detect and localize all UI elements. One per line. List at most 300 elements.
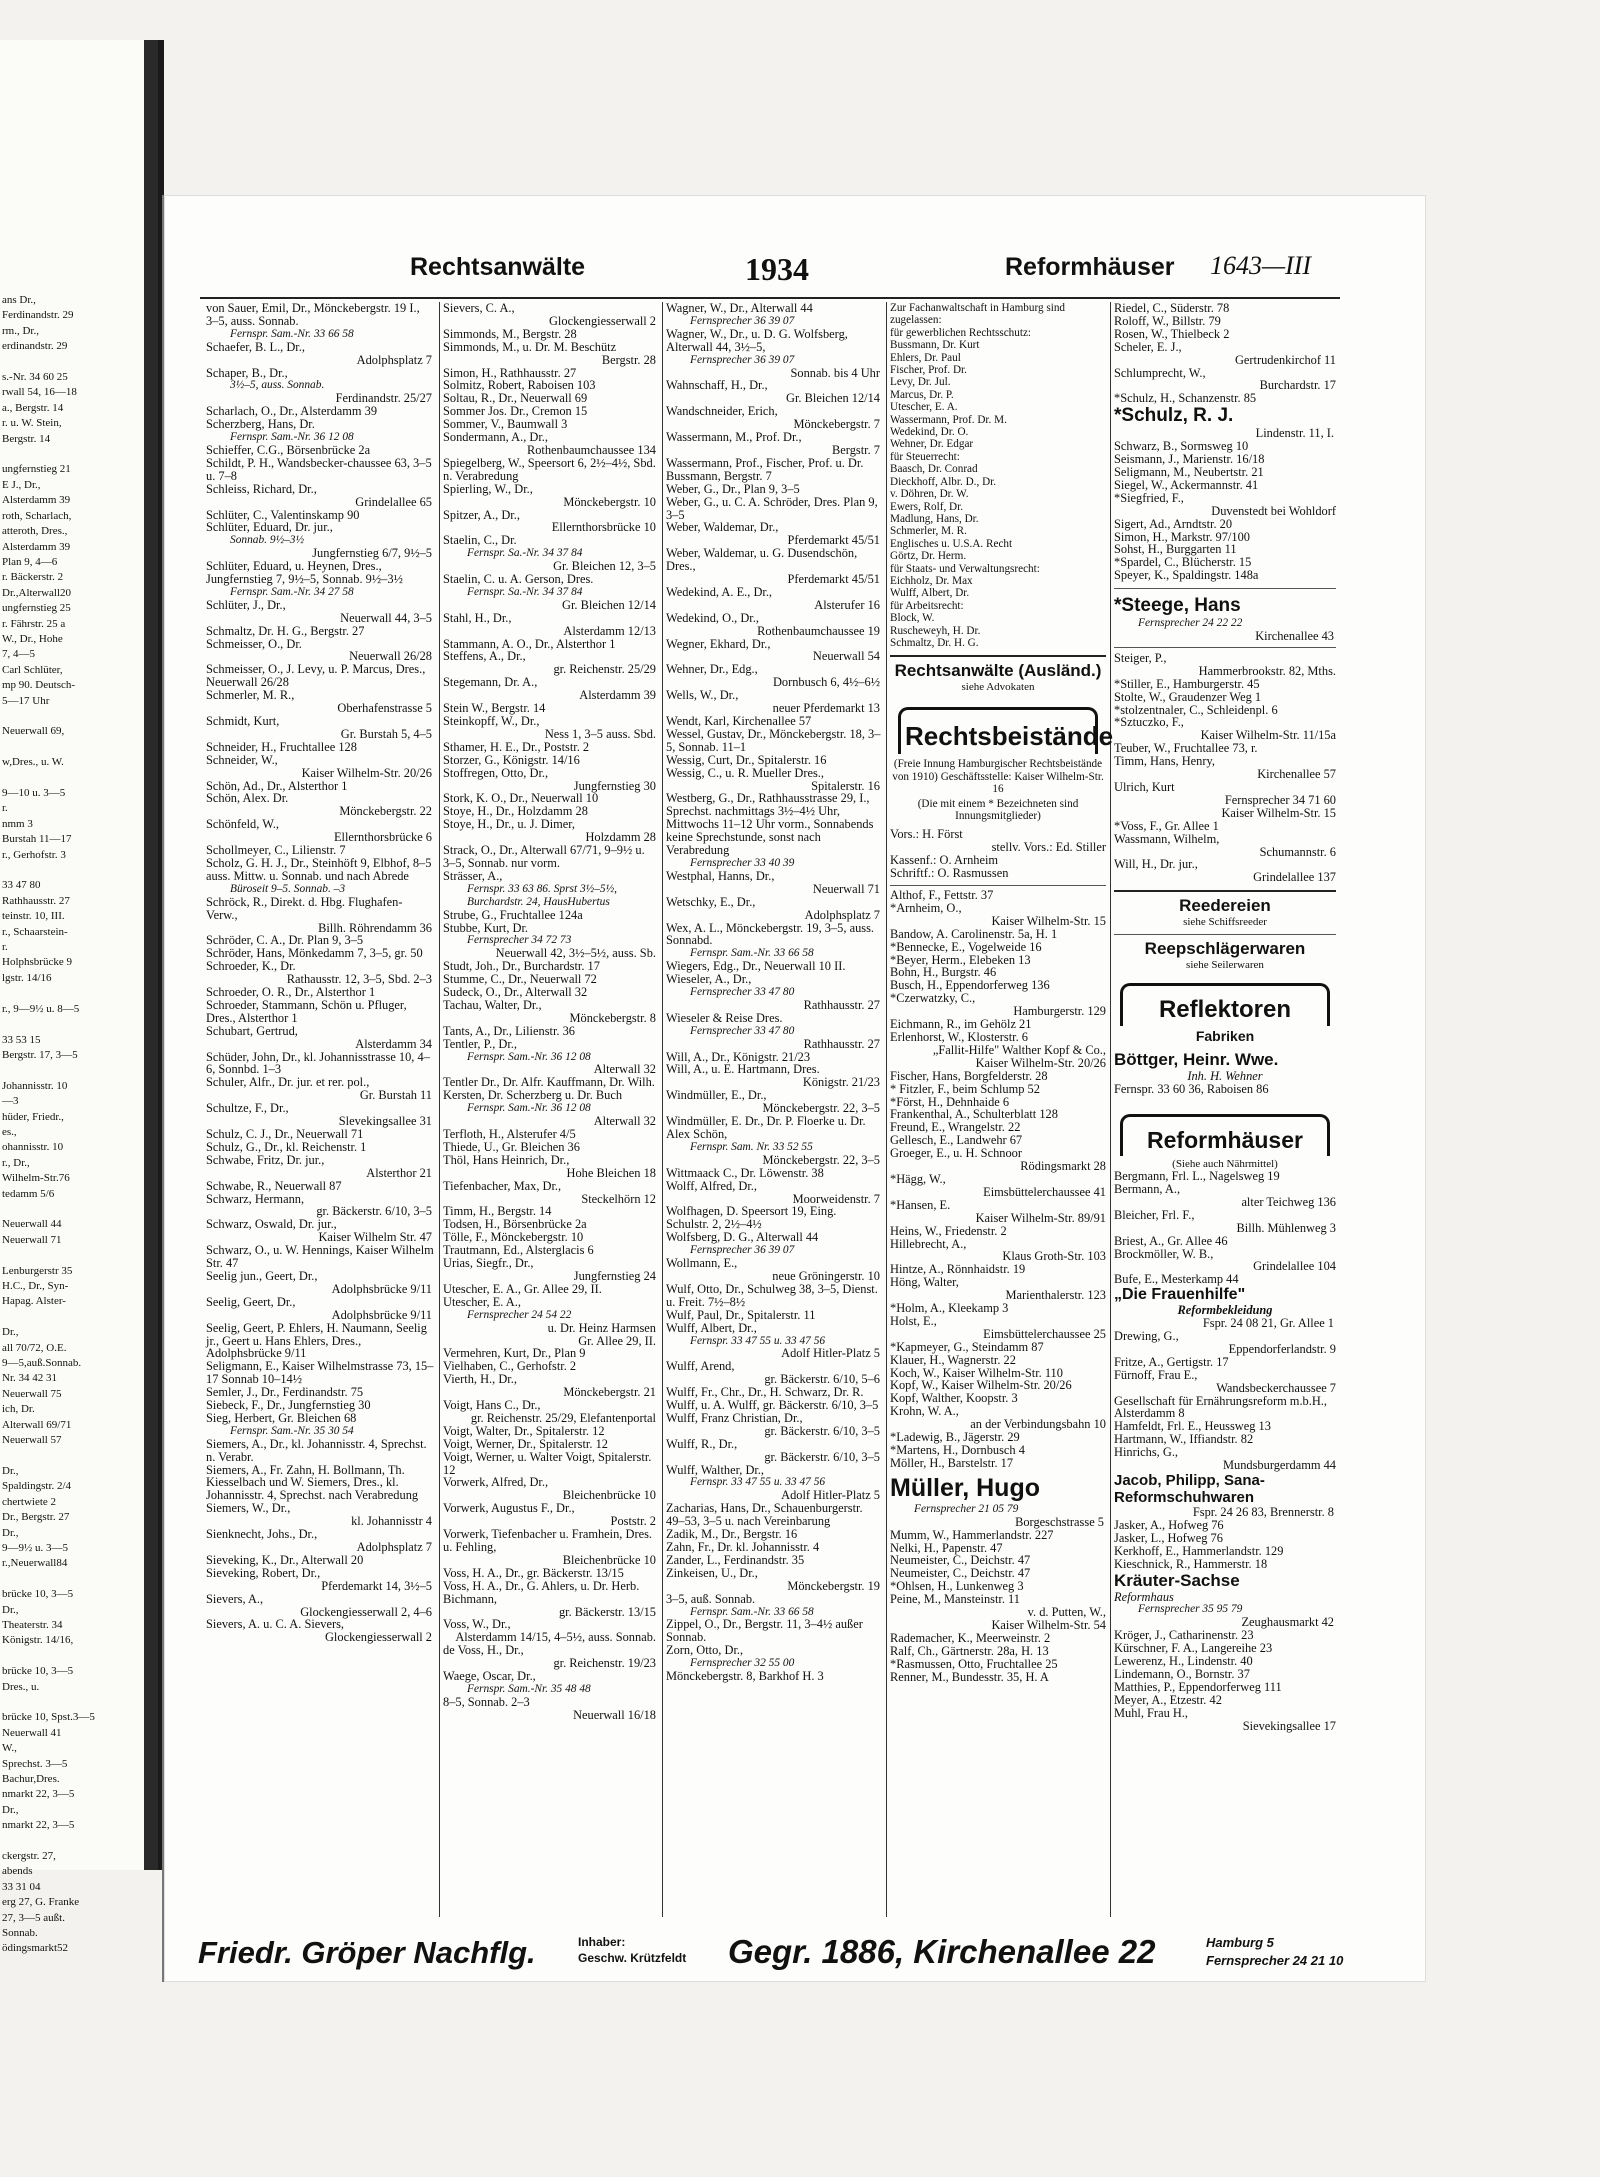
listing-name: Tants, A., Dr., Lilienstr. 36 [443,1023,575,1038]
listing-line: Ralf, Ch., Gärtnerstr. 28a, H. 13 [890,1643,1049,1658]
listing-address: Slevekingsallee 31 [338,1114,432,1129]
listing-name: Seligmann, E., Kaiser Wilhelmstrasse 73, 15–17 Sonnab 10–14½ [206,1359,434,1387]
listing-name: Sievers, A. u. C. A. Sievers, [206,1617,345,1632]
listing-line: *Stiller, E., Hamburgerstr. 45 [1114,676,1260,691]
listing-name: Schröck, R., Direkt. d. Hbg. Flughafen-Verw., [206,894,403,922]
listing-line: * Fitzler, F., beim Schlump 52 [890,1081,1040,1096]
listing-name: Scholz, G. H. J., Dr., Steinhöft 9, Elbhof, 8–5 auss. Mittw. u. Sonnab. und nach Abrede [206,855,432,883]
edge-text-line: brücke 10, Spst.3—5 [2,1711,95,1724]
listing-name: Wulf, Otto, Dr., Schulweg 38, 3–5, Dienst. u. Freit. 7½–8½ [666,1281,878,1309]
listing-name: Schwabe, Fritz, Dr. jur., [206,1152,325,1167]
edge-text-line: Holphsbrücke 9 [2,956,72,969]
footer-firm: Friedr. Gröper Nachflg. [198,1935,536,1970]
edge-text-line: 33 31 04 [2,1880,41,1893]
section-ref-ausland: siehe Advokaten [961,681,1035,694]
listing-entry [890,600,1106,612]
listing-name: Stein W., Bergstr. 14 [443,701,546,716]
listing-entry [666,1205,882,1231]
listing-phone: Fernsprecher 36 39 07 [690,314,795,327]
listing-address: Adolphsbrücke 9/11 [331,1307,432,1322]
listing-schulz-address: Lindenstr. 11, I. [1255,426,1334,441]
listing-name: Wagner, W., Dr., Alterwall 44 [666,301,813,315]
listing-address: gr. Bäckerstr. 6/10, 3–5 [764,1423,880,1438]
listing-line: Riedel, C., Süderstr. 78 [1114,301,1230,315]
listing-entry [206,1193,434,1219]
listing-phone: Fernspr. Sa.-Nr. 34 37 84 [467,547,583,560]
listing-address: Holzdamm 28 [585,830,656,845]
listing-name: Schroeder, K., Dr. [206,959,296,974]
listing-name: Wulff, Albert, Dr. [890,587,970,600]
listing-entry [443,302,658,328]
listing-name: Schmerler, M. R., [206,688,295,703]
listing-line: *Holm, A., Kleekamp 3 [890,1301,1009,1316]
listing-mueller-phone: Fernsprecher 21 05 79 [914,1502,1019,1515]
column-divider [886,302,887,1917]
listing-line: Roloff, W., Billstr. 79 [1114,313,1221,328]
listing-name: Vielhaben, C., Gerhofstr. 2 [443,1359,577,1374]
listing-entry [206,715,434,741]
listing-address: Gr. Burstah 5, 4–5 [340,726,432,741]
listing-name: Vorwerk, Alfred, Dr., [443,1475,549,1490]
edge-text-line [0,771,158,786]
listing-line: Mumm, W., Hammerlandstr. 227 [890,1527,1054,1542]
listing-line: Bohn, H., Burgstr. 46 [890,965,997,980]
listing-name: Schneider, H., Fruchtallee 128 [206,739,357,754]
listing-entry [206,1464,434,1503]
listing-entry [890,550,1106,562]
listing-name: Schwarz, Hermann, [206,1191,305,1206]
listing-line: Stolte, W., Graudenzer Weg 1 [1114,689,1262,704]
listing-line: *Hansen, E. [890,1197,951,1212]
edge-text-line: r. Fährstr. 25 a [2,617,66,630]
listing-name: Schröder, Hans, Mönkedamm 7, 3–5, gr. 50 [206,946,423,961]
listing-name: Schubart, Gertrud, [206,1023,298,1038]
listing-entry [443,1476,658,1502]
listing-name: Stoye, H., Dr., u. J. Dimer, [443,817,576,832]
listing-entry [666,1063,882,1089]
listing-name: Wedekind, A. E., Dr., [666,584,773,599]
listing-line: Kopf, Walther, Koopstr. 3 [890,1391,1018,1406]
section-title-reformhaeuser: Reformhäuser [1147,1127,1303,1154]
listing-entry [443,509,658,535]
listing-entry [890,525,1106,537]
listing-boettger-name: Böttger, Heinr. Wwe. [1114,1050,1279,1070]
listing-line: Jasker, A., Hofweg 76 [1114,1517,1224,1532]
listing-entry [206,1567,434,1593]
listing-address: Adolf Hitler-Platz 5 [781,1488,880,1503]
listing-name: Stork, K. O., Dr., Neuerwall 10 [443,791,599,806]
listing-entry [206,457,434,483]
listing-name: Wells, W., Dr., [666,688,739,703]
listing-line: Klauer, H., Wagnerstr. 22 [890,1352,1016,1367]
listing-name: Semler, J., Dr., Ferdinandstr. 75 [206,1385,364,1400]
listing-name: Wulff, Franz Christian, Dr., [666,1410,803,1425]
listing-name: Stoye, H., Dr., Holzdamm 28 [443,804,588,819]
listing-address: Adolphsbrücke 9/11 [331,1281,432,1296]
listing-name: Stubbe, Kurt, Dr. [443,920,529,935]
listing-name: Waege, Oscar, Dr., [443,1669,536,1684]
edge-text-line: —3 [2,1095,19,1108]
listing-entry [443,715,658,741]
listing-name: Wehner, Dr., Edg., [666,662,758,677]
listing-name: Schollmeyer, C., Lilienstr. 7 [206,843,346,858]
listing-line: an der Verbindungsbahn 10 [970,1417,1106,1432]
listing-name: Wegner, Ekhard, Dr., [666,636,771,651]
listing-name: Terfloth, H., Alsterufer 4/5 [443,1127,576,1141]
beistaende-info: (Freie Innung Hamburgischer Rechtsbeistände von 1910) Geschäftsstelle: Kaiser Wilhelm-Str. 16 [892,758,1104,796]
listing-line: Wassmann, Wilhelm, [1114,831,1220,846]
listing-entry [890,451,1106,463]
listing-entry [443,1399,658,1425]
listing-name: Schildt, P. H., Wandsbecker-chaussee 63, 3–5 u. 7–8 [206,455,432,483]
edge-text-line: r. u. W. Stein, [2,417,62,430]
listing-steege-phone: Fernsprecher 24 22 22 [1138,617,1243,630]
listing-phone: Fernspr. 33 63 86. Sprst 3½–5½, Burchardstr. 24, HausHubertus [467,882,617,908]
listing-phone: Fernsprecher 34 72 73 [467,934,572,947]
listing-name: Siemers, W., Dr., [206,1501,291,1516]
listing-line: Kaiser Wilhelm-Str. 15 [1221,805,1336,820]
edge-text-line: r. [2,941,8,954]
listing-entry [666,612,882,638]
listing-name: Utescher, E. A., [443,1294,521,1309]
listing-line: *Först, H., Dehnhaide 6 [890,1094,1010,1109]
listing-line: Rosen, W., Thielbeck 2 [1114,326,1230,341]
listing-line: *Hägg, W., [890,1171,946,1186]
listing-phone: Fernspr. Sa.-Nr. 34 37 84 [467,585,583,598]
listing-line: Neumeister, C., Deichstr. 47 [890,1566,1031,1581]
listing-address: kl. Johannisstr 4 [351,1514,432,1529]
listing-entry [890,302,1106,327]
edge-text-line: Wilhelm-Str.76 [2,1172,70,1185]
listing-line: Vors.: H. Först [890,827,963,842]
section-rule [1114,890,1336,892]
edge-text-line: 9—5,auß.Sonnab. [2,1357,82,1370]
listing-phone: Fernsprecher 36 39 07 [690,1244,795,1257]
ad-frame-reflektoren [1120,983,1330,1026]
listing-name: Windmüller, E., Dr., [666,1088,767,1103]
beistaende-note: (Die mit einem * Bezeichneten sind Innungsmitglieder) [917,797,1079,822]
edge-text-line: roth, Scharlach, [2,509,72,522]
listing-name: Wulff, Arend, [666,1359,735,1374]
listing-entry [443,341,658,367]
listing-name: Tentler Dr., Dr. Alfr. Kauffmann, Dr. Wilh. Kersten, Dr. Scherzberg u. Dr. Buch [443,1075,655,1103]
listing-name: Soltau, R., Dr., Neuerwall 69 [443,391,588,406]
listing-line: Freund, E., Wrangelstr. 22 [890,1120,1021,1135]
listing-name: Eichholz, Dr. Max [890,574,973,587]
listing-entry [666,1464,882,1490]
listing-address: Ness 1, 3–5 auss. Sbd. [544,726,656,741]
listing-entry [666,922,882,961]
listing-name: Strässer, A., [443,868,503,883]
listing-name: Schmeisser, O., Dr. [206,636,302,651]
listing-name: Siemers, A., Fr. Zahn, H. Bollmann, Th. Kiesselbach und W. Siemers, Dres., kl. Johannisstr. 4, Sprechst. nach Verabredung [206,1462,419,1503]
edge-text-line [0,1310,158,1325]
listing-name: Wahnschaff, H., Dr., [666,378,768,393]
listing-line: *Rasmussen, Otto, Fruchtallee 25 [890,1656,1058,1671]
edge-text-line: brücke 10, 3—5 [2,1665,74,1678]
edge-text-line: r., Schaarstein- [2,925,68,938]
listing-name: Zinkeisen, U., Dr., [666,1565,758,1580]
listing-line: Kaiser Wilhelm-Str. 11/15a [1200,728,1336,743]
listing-name: Schröder, C. A., Dr. Plan 9, 3–5 [206,933,364,948]
listing-entry [666,431,882,457]
listing-address: Pferdemarkt 14, 3½–5 [321,1578,432,1593]
listing-line: Kerkhoff, E., Hammerlandstr. 129 [1114,1543,1284,1558]
listing-line: Lewerenz, H., Lindenstr. 40 [1114,1654,1253,1669]
listing-entry [443,676,658,702]
listing-entry [890,339,1106,351]
listing-name: Schuler, Alfr., Dr. jur. et rer. pol., [206,1075,370,1090]
edge-text-line: w,Dres., u. W. [2,756,64,769]
listing-line: *Spardel, C., Blücherstr. 15 [1114,555,1252,570]
footer-owner-label: Inhaber: [578,1935,626,1949]
listing-name: Wagner, W., Dr., u. D. G. Wolfsberg, Alterwall 44, 3½–5, [666,326,848,354]
listing-line: Heins, W., Friedenstr. 2 [890,1223,1007,1238]
edge-text-line: nmm 3 [2,817,33,830]
listing-name: Westberg, G., Dr., Rathhausstrasse 29, I., Sprechst. nachmittags 3½–4½ Uhr, Mittwochs 11–12 Uhr vorm., Sonnabends keine Sprechstunde, sonst nach Verabredung [666,791,874,858]
column-5 [1114,302,1336,1917]
listing-entry [443,1373,658,1399]
listing-name: Schmerler, M. R. [890,525,967,538]
listing-name: 8–5, Sonnab. 2–3 [443,1694,530,1709]
listing-name: Zorn, Otto, Dr., [666,1643,744,1658]
listing-line: Althof, F., Fettstr. 37 [890,888,994,903]
listing-name: Schmaltz, Dr. H. G., Bergstr. 27 [206,623,365,638]
listing-line: *Schulz, H., Schanzenstr. 85 [1114,391,1257,406]
listing-line: *Ladewig, B., Jägerstr. 29 [890,1430,1020,1445]
edge-text-line: Neuerwall 44 [2,1218,62,1231]
listing-entry [666,792,882,869]
reformhaus-list-4 [1114,1629,1336,1732]
edge-text-line: chertwiete 2 [2,1495,57,1508]
listing-name: Thiede, U., Gr. Bleichen 36 [443,1139,580,1154]
listing-name: Will, A., Dr., Königstr. 21/23 [666,1049,811,1064]
listing-entry [443,1644,658,1670]
listing-entry [443,999,658,1025]
listing-entry [443,844,658,870]
listing-line: v. d. Putten, W., [1027,1605,1106,1620]
listing-address: gr. Bäckerstr. 6/10, 3–5 [764,1449,880,1464]
listing-entry [666,1089,882,1115]
edge-text-line: H.C., Dr., Syn- [2,1280,69,1292]
edge-text-line: Alterwall 69/71 [2,1418,72,1431]
listing-name: Siemers, A., Dr., kl. Johannisstr. 4, Sprechst. n. Verabr. [206,1436,427,1464]
listing-name: Sienknecht, Johs., Dr., [206,1527,318,1542]
listing-line: Kaiser Wilhelm-Str. 54 [991,1617,1106,1632]
listing-entry [206,792,434,818]
listing-entry [666,1322,882,1348]
listing-address: Mönckebergstr. 8 [569,1010,656,1025]
listing-address: Rathhausstr. 27 [803,1036,880,1051]
listing-entry [890,538,1106,550]
listing-name: Trautmann, Ed., Alsterglacis 6 [443,1243,594,1258]
listing-address: gr. Bäckerstr. 13/15 [558,1604,656,1619]
listing-line: Sigert, Ad., Arndtstr. 20 [1114,516,1233,531]
column-divider [439,302,440,1917]
listing-name: Wedekind, Dr. O. [890,426,969,439]
listing-line: Holst, E., [890,1313,937,1328]
listing-address: Jungfernstieg 30 [573,778,656,793]
listing-address: Neuerwall 71 [812,881,880,896]
edge-text-line: W., Dr., Hohe [2,632,63,645]
listing-steege-name: *Steege, Hans [1114,595,1241,617]
beistaende-list-4 [1114,440,1336,582]
listing-name: Simmonds, M., u. Dr. M. Beschütz [443,339,617,354]
edge-text-line: ans Dr., [2,294,36,306]
listing-phone: Büroseit 9–5. Sonnab. –3 [230,882,346,895]
edge-text-line: abends [2,1865,33,1878]
listing-entry [206,1360,434,1386]
listing-entry [206,1270,434,1296]
listing-entry [890,563,1106,575]
listing-entry [206,754,434,780]
edge-text-line: 9—9½ u. 3—5 [2,1541,68,1554]
listing-address: Neuerwall 44, 3–5 [340,610,432,625]
edge-text-line: r., Dr., [2,1156,30,1169]
listing-address: Alterwall 32 [593,1114,656,1129]
listing-line: Fischer, Hans, Borgfelderstr. 28 [890,1068,1048,1083]
edge-text-line: 33 47 80 [2,879,41,892]
listing-address: neuer Pferdemarkt 13 [772,701,880,716]
listing-entry [206,1218,434,1244]
listing-name: Weber, G., Dr., Plan 9, 3–5 [666,481,800,496]
section-ref-reepschlaeger: siehe Seilerwaren [1186,959,1264,972]
listing-entry [890,401,1106,413]
header-year: 1934 [745,251,809,287]
listing-name: Wulff, Fr., Chr., Dr., H. Schwarz, Dr. R. Wulff, u. A. Wulff, gr. Bäckerstr. 6/10, 3–5 [666,1385,879,1413]
listing-name: Vorwerk, Tiefenbacher u. Framhein, Dres. u. Fehling, [443,1527,652,1554]
listing-entry [206,896,434,935]
listing-line: Gellesch, E., Landwehr 67 [890,1133,1023,1148]
listing-address: Poststr. 2 [610,1514,656,1529]
book-gutter [144,40,158,1870]
edge-text-line: Sonnab. [2,1927,38,1940]
listing-name: Schlüter, C., Valentinskamp 90 [206,507,360,522]
listing-phone: Fernspr. 33 47 55 u. 33 47 56 [690,1476,826,1489]
listing-entry [666,728,882,754]
listing-address: Rothenbaumchaussee 134 [526,442,656,457]
listing-entry [206,341,434,367]
edge-text-line: r.,Neuerwall84 [2,1557,68,1570]
listing-line: Renner, M., Bundesstr. 35, H. A [890,1669,1049,1684]
listing-entry [666,638,882,664]
listing-line: Kassenf.: O. Arnheim [890,853,999,868]
listing-entry [206,599,434,625]
listing-name: Schmeisser, O., J. Levy, u. P. Marcus, Dres., Neuerwall 26/28 [206,662,426,690]
listing-entry [443,1618,658,1644]
listing-line: *Siegfried, F., [1114,490,1184,505]
listing-entry [443,534,658,560]
listing-line: Matthies, P., Eppendorferweg 111 [1114,1679,1282,1694]
listing-line: Frankenthal, A., Schulterblatt 128 [890,1107,1058,1122]
listing-address: Bergstr. 28 [601,352,656,367]
listing-address: neue Gröningerstr. 10 [772,1268,880,1283]
listing-entry [666,496,882,522]
listing-name: für Arbeitsrecht: [890,599,964,612]
listing-address: Hohe Bleichen 18 [566,1165,656,1180]
edge-text-line [0,1834,158,1849]
listing-address: Glockengiesserwall 2, 4–6 [300,1604,432,1619]
listing-address: Gr. Bleichen 12/14 [786,391,880,406]
listing-line: *Voss, F., Gr. Allee 1 [1114,818,1219,833]
listing-entry [206,1618,434,1644]
edge-text-line [0,740,158,755]
edge-text-line: Johannisstr. 10 [2,1079,68,1092]
listing-address: Oberhafenstrasse 5 [337,701,432,716]
edge-text-line [0,863,158,878]
edge-text-line: Dr., [2,1526,19,1539]
column-divider [662,302,663,1917]
listing-entry [443,922,658,961]
listing-name: Thöl, Hans Heinrich, Dr., [443,1152,570,1167]
reformhaus-list [1114,1170,1336,1286]
listing-address: Gr. Bleichen 12/14 [562,597,656,612]
listing-line: Sohst, H., Burggarten 11 [1114,542,1237,557]
listing-line: Kirchenallee 57 [1257,767,1336,782]
listing-phone: Fernspr. Sam.-Nr. 36 12 08 [230,431,354,444]
footer-advertisement [198,1929,1344,1977]
listing-name: Weber, G., u. C. A. Schröder, Dres. Plan 9, 3–5 [666,494,878,522]
listing-name: Wassermann, M., Prof. Dr., [666,430,802,445]
edge-text-line: atteroth, Dres., [2,525,68,538]
listing-name: Wollmann, E., [666,1256,738,1271]
edge-text-line: Bergstr. 17, 3—5 [2,1048,78,1061]
edge-text-line: Carl Schlüter, [2,663,63,676]
listing-entry [666,1257,882,1283]
listing-entry [206,521,434,560]
listing-name: Zadik, M., Dr., Bergstr. 16 [666,1527,798,1542]
listing-entry [890,501,1106,513]
listing-entry [443,1528,658,1567]
listing-address: gr. Bäckerstr. 6/10, 5–6 [764,1372,880,1387]
listing-entry [666,1644,882,1670]
listing-entry [206,302,434,341]
listing-entry [443,483,658,509]
listing-phone: Fernspr. Sam.-Nr. 34 27 58 [230,585,354,598]
listing-phone: Fernsprecher 33 47 80 [690,986,795,999]
listing-line: *Ohlsen, H., Lunkenweg 3 [890,1579,1024,1594]
listing-entry [666,1012,882,1038]
listing-entry [666,521,882,547]
column-3 [666,302,882,1917]
edge-text-line: Alsterdamm 39 [2,494,71,507]
listing-entry [206,1412,434,1438]
listing-line: Drewing, G., [1114,1329,1179,1344]
listing-name: Sieveking, Robert, Dr., [206,1565,321,1580]
listing-line: Siegel, W., Ackermannstr. 41 [1114,477,1259,492]
edge-text-line: Königstr. 14/16, [2,1634,74,1647]
column-divider [1110,302,1111,1917]
listing-address: Neuerwall 54 [812,649,880,664]
listing-line: Kaiser Wilhelm-Str. 15 [991,913,1106,928]
listing-entry [443,431,658,457]
listing-entry [206,1593,434,1619]
listing-name: Wessig, C., u. R. Mueller Dres., [666,765,824,780]
listing-name: Sieg, Herbert, Gr. Bleichen 68 [206,1410,357,1425]
ad-frame-rechtsbeistaende [898,707,1114,754]
column-2 [443,302,658,1917]
listing-line: Speyer, K., Spaldingstr. 148a [1114,568,1259,583]
listing-name: Fischer, Prof. Dr. [890,364,967,377]
listing-name: Marcus, Dr. P. [890,388,954,401]
listing-entry [890,438,1106,450]
listing-name: Wessig, Curt, Dr., Spitalerstr. 16 [666,752,827,767]
listing-entry [890,426,1106,438]
listing-entry [890,637,1106,649]
listing-line: Duvenstedt bei Wohldorf [1211,503,1336,518]
beistaende-list-5 [1114,652,1336,884]
listing-name: Görtz, Dr. Herm. [890,550,967,563]
